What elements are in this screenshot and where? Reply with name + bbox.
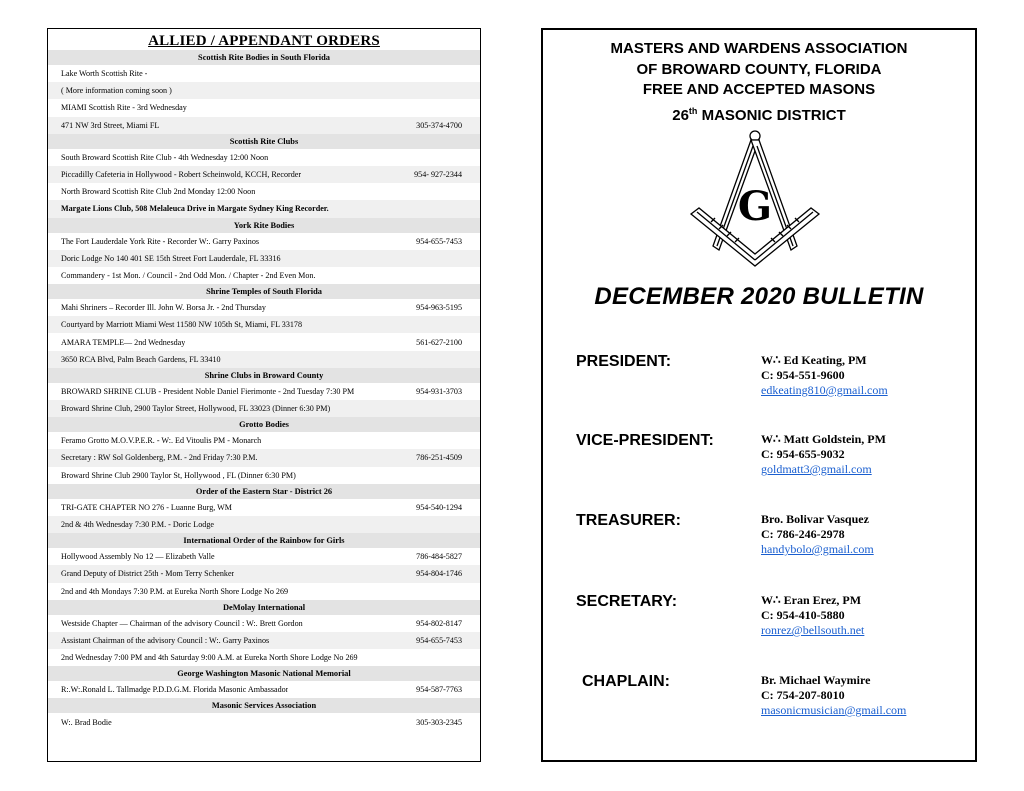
item-text: W:. Brad Bodie — [61, 717, 112, 727]
org-line: OF BROWARD COUNTY, FLORIDA — [636, 60, 882, 78]
district-line: 26th MASONIC DISTRICT — [672, 105, 846, 124]
section-heading: Masonic Services Association — [48, 698, 480, 713]
list-item — [48, 499, 480, 516]
item-text: R:.W:.Ronald L. Tallmadge P.D.D.G.M. Florida Masonic Ambassador — [61, 685, 289, 695]
officer-info — [761, 593, 864, 638]
item-text: Piccadilly Cafeteria in Hollywood - Robert Scheinwold, KCCH, Recorder — [61, 170, 302, 180]
list-item — [48, 333, 480, 350]
officer-phone: C: 954-410-5880 — [761, 608, 845, 622]
org-line: MASTERS AND WARDENS ASSOCIATION — [610, 40, 908, 57]
item-phone: 954-963-5195 — [416, 303, 462, 313]
list-item — [48, 65, 480, 82]
officer-name: Bro. Bolivar Vasquez — [761, 512, 869, 526]
list-item — [48, 516, 480, 533]
emblem-letter: G — [737, 183, 773, 230]
item-text: 2nd & 4th Wednesday 7:30 P.M. - Doric Lodge — [61, 520, 214, 530]
list-item — [48, 250, 480, 267]
officer-title: CHAPLAIN: — [582, 673, 670, 690]
officer-title: TREASURER: — [576, 512, 681, 529]
item-phone: 954-802-8147 — [416, 618, 462, 628]
item-text: Secretary : RW Sol Goldenberg, P.M. - 2nd Friday 7:30 P.M. — [61, 453, 258, 463]
officer-name: W∴ Eran Erez, PM — [761, 593, 862, 607]
allied-orders-title: ALLIED / APPENDANT ORDERS — [148, 33, 380, 49]
list-item — [48, 117, 480, 134]
section-heading: George Washington Masonic National Memorial — [48, 666, 480, 681]
officer-name: W∴ Ed Keating, PM — [761, 353, 867, 367]
officer-email-link[interactable]: edkeating810@gmail.com — [761, 383, 888, 397]
officer-email-link[interactable]: ronrez@bellsouth.net — [761, 623, 865, 637]
square-and-compasses-icon — [689, 128, 821, 268]
item-text: 2nd Wednesday 7:00 PM and 4th Saturday 9:00 A.M. at Eureka North Shore Lodge No 269 — [61, 653, 358, 663]
officer-phone: C: 954-655-9032 — [761, 447, 845, 461]
item-text: Hollywood Assembly No 12 — Elizabeth Valle — [61, 552, 215, 562]
officer-phone: C: 786-246-2978 — [761, 527, 845, 541]
item-phone: 954-540-1294 — [416, 502, 462, 512]
item-text: North Broward Scottish Rite Club 2nd Monday 12:00 Noon — [61, 187, 256, 197]
item-phone: 954-804-1746 — [416, 569, 462, 579]
item-text: Broward Shrine Club, 2900 Taylor Street, Hollywood, FL 33023 (Dinner 6:30 PM) — [61, 404, 331, 414]
list-item — [48, 449, 480, 466]
list-item — [48, 615, 480, 632]
item-text: ( More information coming soon ) — [61, 86, 172, 96]
officer-phone: C: 954-551-9600 — [761, 368, 845, 382]
item-text: Feramo Grotto M.O.V.P.E.R. - W:. Ed Vitoulis PM - Monarch — [61, 436, 262, 446]
list-item — [48, 99, 480, 116]
officer-email-link[interactable]: masonicmusician@gmail.com — [761, 703, 907, 717]
bulletin-title: DECEMBER 2020 BULLETIN — [594, 283, 924, 310]
item-phone: 954-655-7453 — [416, 635, 462, 645]
section-heading: Shrine Temples of South Florida — [48, 284, 480, 299]
item-phone: 954-587-7763 — [416, 685, 462, 695]
item-phone: 954-655-7453 — [416, 236, 462, 246]
item-text: BROWARD SHRINE CLUB - President Noble Daniel Fierimonte - 2nd Tuesday 7:30 PM — [61, 386, 355, 396]
list-item — [48, 383, 480, 400]
section-heading: Scottish Rite Clubs — [48, 134, 480, 149]
list-item — [48, 183, 480, 200]
list-item — [48, 233, 480, 250]
item-phone: 561-627-2100 — [416, 337, 462, 347]
item-text: Lake Worth Scottish Rite - — [61, 69, 148, 79]
item-text: Margate Lions Club, 508 Melaleuca Drive in Margate Sydney King Recorder. — [61, 204, 329, 214]
officer-title: VICE-PRESIDENT: — [576, 432, 714, 449]
list-item — [48, 400, 480, 417]
section-heading: Shrine Clubs in Broward County — [48, 368, 480, 383]
item-text: Westside Chapter — Chairman of the advisory Council : W:. Brett Gordon — [61, 618, 303, 628]
officer-email-link[interactable]: goldmatt3@gmail.com — [761, 462, 872, 476]
item-phone: 305-374-4700 — [416, 120, 462, 130]
list-item — [48, 299, 480, 316]
orders-list — [48, 50, 480, 731]
officer-email-link[interactable]: handybolo@gmail.com — [761, 542, 874, 556]
officer-entry — [543, 593, 975, 657]
list-item — [48, 316, 480, 333]
officer-info — [761, 432, 886, 477]
organization-name — [543, 39, 975, 126]
item-text: Commandery - 1st Mon. / Council - 2nd Odd Mon. / Chapter - 2nd Even Mon. — [61, 270, 316, 280]
list-item — [48, 565, 480, 582]
officer-info — [761, 512, 874, 557]
item-text: Broward Shrine Club 2900 Taylor St, Hollywood , FL (Dinner 6:30 PM) — [61, 470, 296, 480]
section-heading: Order of the Eastern Star - District 26 — [48, 484, 480, 499]
item-text: TRI-GATE CHAPTER NO 276 - Luanne Burg, WM — [61, 502, 233, 512]
org-line: FREE AND ACCEPTED MASONS — [642, 81, 876, 98]
officer-title: SECRETARY: — [576, 593, 678, 610]
list-item — [48, 583, 480, 600]
officer-entry — [543, 432, 975, 496]
item-phone: 954-931-3703 — [416, 386, 462, 396]
item-phone: 786-484-5827 — [416, 552, 462, 562]
officer-phone: C: 754-207-8010 — [761, 688, 845, 702]
item-phone: 954- 927-2344 — [414, 170, 462, 180]
item-text: Courtyard by Marriott Miami West 11580 NW 105th St, Miami, FL 33178 — [61, 320, 303, 330]
officer-name: W∴ Matt Goldstein, PM — [761, 432, 886, 446]
item-phone: 786-251-4509 — [416, 453, 462, 463]
item-text: AMARA TEMPLE— 2nd Wednesday — [61, 337, 186, 347]
list-item — [48, 548, 480, 565]
list-item — [48, 467, 480, 484]
list-item — [48, 632, 480, 649]
item-text: 3650 RCA Blvd, Palm Beach Gardens, FL 33410 — [61, 354, 221, 364]
list-item — [48, 351, 480, 368]
officer-entry — [543, 673, 975, 737]
section-heading: Grotto Bodies — [48, 417, 480, 432]
officer-entry — [543, 353, 975, 417]
list-item — [48, 432, 480, 449]
officer-entry — [543, 512, 975, 576]
item-text: South Broward Scottish Rite Club - 4th Wednesday 12:00 Noon — [61, 152, 269, 162]
list-item — [48, 149, 480, 166]
list-item — [48, 681, 480, 698]
item-text: Doric Lodge No 140 401 SE 15th Street Fort Lauderdale, FL 33316 — [61, 253, 281, 263]
officer-info — [761, 353, 888, 398]
section-heading: York Rite Bodies — [48, 218, 480, 233]
item-text: MIAMI Scottish Rite - 3rd Wednesday — [61, 103, 187, 113]
item-phone: 305-303-2345 — [416, 717, 462, 727]
officer-title: PRESIDENT: — [576, 353, 672, 370]
list-item — [48, 649, 480, 666]
officer-name: Br. Michael Waymire — [761, 673, 871, 687]
item-text: Mahi Shriners – Recorder Ill. John W. Borsa Jr. - 2nd Thursday — [61, 303, 266, 313]
section-heading: DeMolay International — [48, 600, 480, 615]
bulletin-cover-panel — [541, 28, 977, 762]
list-item — [48, 82, 480, 99]
item-text: The Fort Lauderdale York Rite - Recorder W:. Garry Paxinos — [61, 236, 260, 246]
item-text: 471 NW 3rd Street, Miami FL — [61, 120, 160, 130]
item-text: 2nd and 4th Mondays 7:30 P.M. at Eureka North Shore Lodge No 269 — [61, 586, 289, 596]
item-text: Assistant Chairman of the advisory Council : W:. Garry Paxinos — [61, 635, 270, 645]
list-item — [48, 267, 480, 284]
allied-orders-panel — [47, 28, 481, 762]
section-heading: Scottish Rite Bodies in South Florida — [48, 50, 480, 65]
list-item — [48, 200, 480, 217]
officer-info — [761, 673, 906, 718]
item-text: Grand Deputy of District 25th - Mom Terry Schenker — [61, 569, 235, 579]
list-item — [48, 166, 480, 183]
section-heading: International Order of the Rainbow for Girls — [48, 533, 480, 548]
list-item — [48, 713, 480, 730]
